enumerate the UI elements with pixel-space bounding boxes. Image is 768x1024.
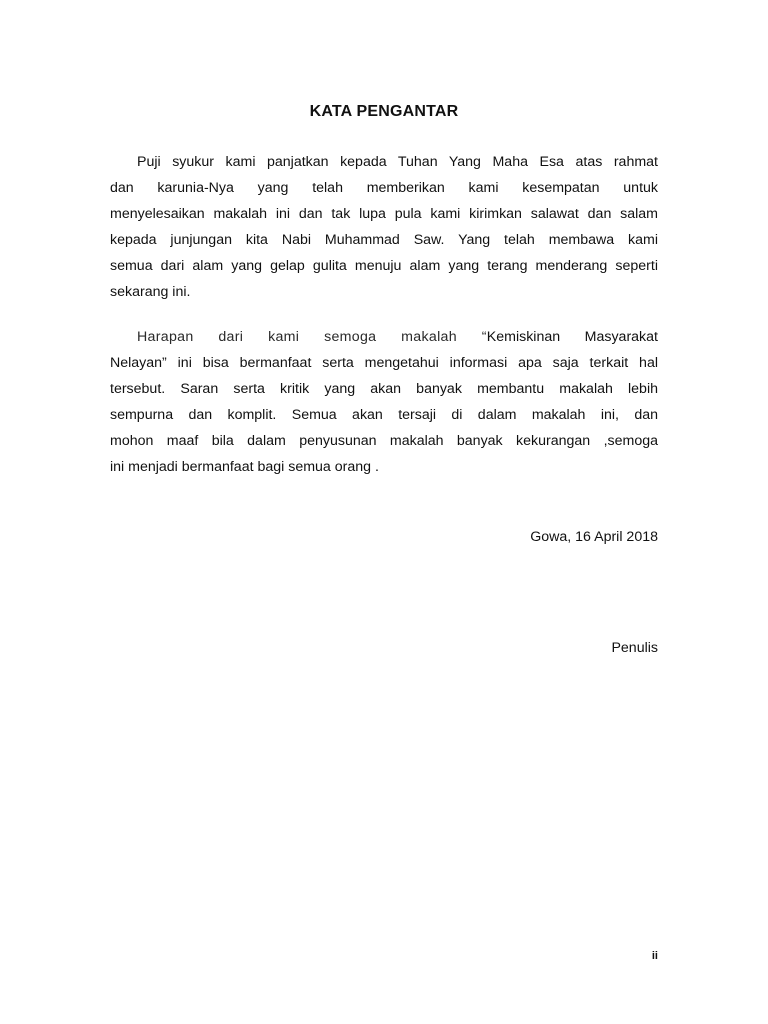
paragraph-line: sekarang ini. <box>110 284 191 301</box>
paragraph-line: mohon maaf bila dalam penyusunan makalah banyak kekurangan ,semoga <box>110 433 658 450</box>
place-date: Gowa, 16 April 2018 <box>530 529 658 545</box>
page-title: KATA PENGANTAR <box>309 103 459 120</box>
paragraph-line: tersebut. Saran serta kritik yang akan banyak membantu makalah lebih <box>110 381 658 398</box>
paragraph-line: menyelesaikan makalah ini dan tak lupa pula kami kirimkan salawat dan salam <box>110 206 658 223</box>
paragraph-2 <box>110 324 658 481</box>
paragraph-line <box>110 324 658 350</box>
paragraph-line: sempurna dan komplit. Semua akan tersaji di dalam makalah ini, dan <box>110 407 658 424</box>
paragraph-1 <box>110 149 658 306</box>
writer-signature: Penulis <box>611 640 658 656</box>
paragraph-line: Nelayan” ini bisa bermanfaat serta mengetahui informasi apa saja terkait hal <box>110 355 658 372</box>
paragraph-lead-text: Harapan dari kami semoga makalah “ <box>137 329 487 345</box>
page-number: ii <box>651 950 658 962</box>
paragraph-line: dan karunia-Nya yang telah memberikan kami kesempatan untuk <box>110 180 658 197</box>
paragraph-line: ini menjadi bermanfaat bagi semua orang . <box>110 459 379 476</box>
paragraph-line: Puji syukur kami panjatkan kepada Tuhan Yang Maha Esa atas rahmat <box>137 154 658 170</box>
paragraph-line: kepada junjungan kita Nabi Muhammad Saw. Yang telah membawa kami <box>110 232 658 249</box>
paragraph-line: semua dari alam yang gelap gulita menuju alam yang terang menderang seperti <box>110 258 658 275</box>
paragraph-line-rest: Kemiskinan Masyarakat <box>486 329 658 345</box>
